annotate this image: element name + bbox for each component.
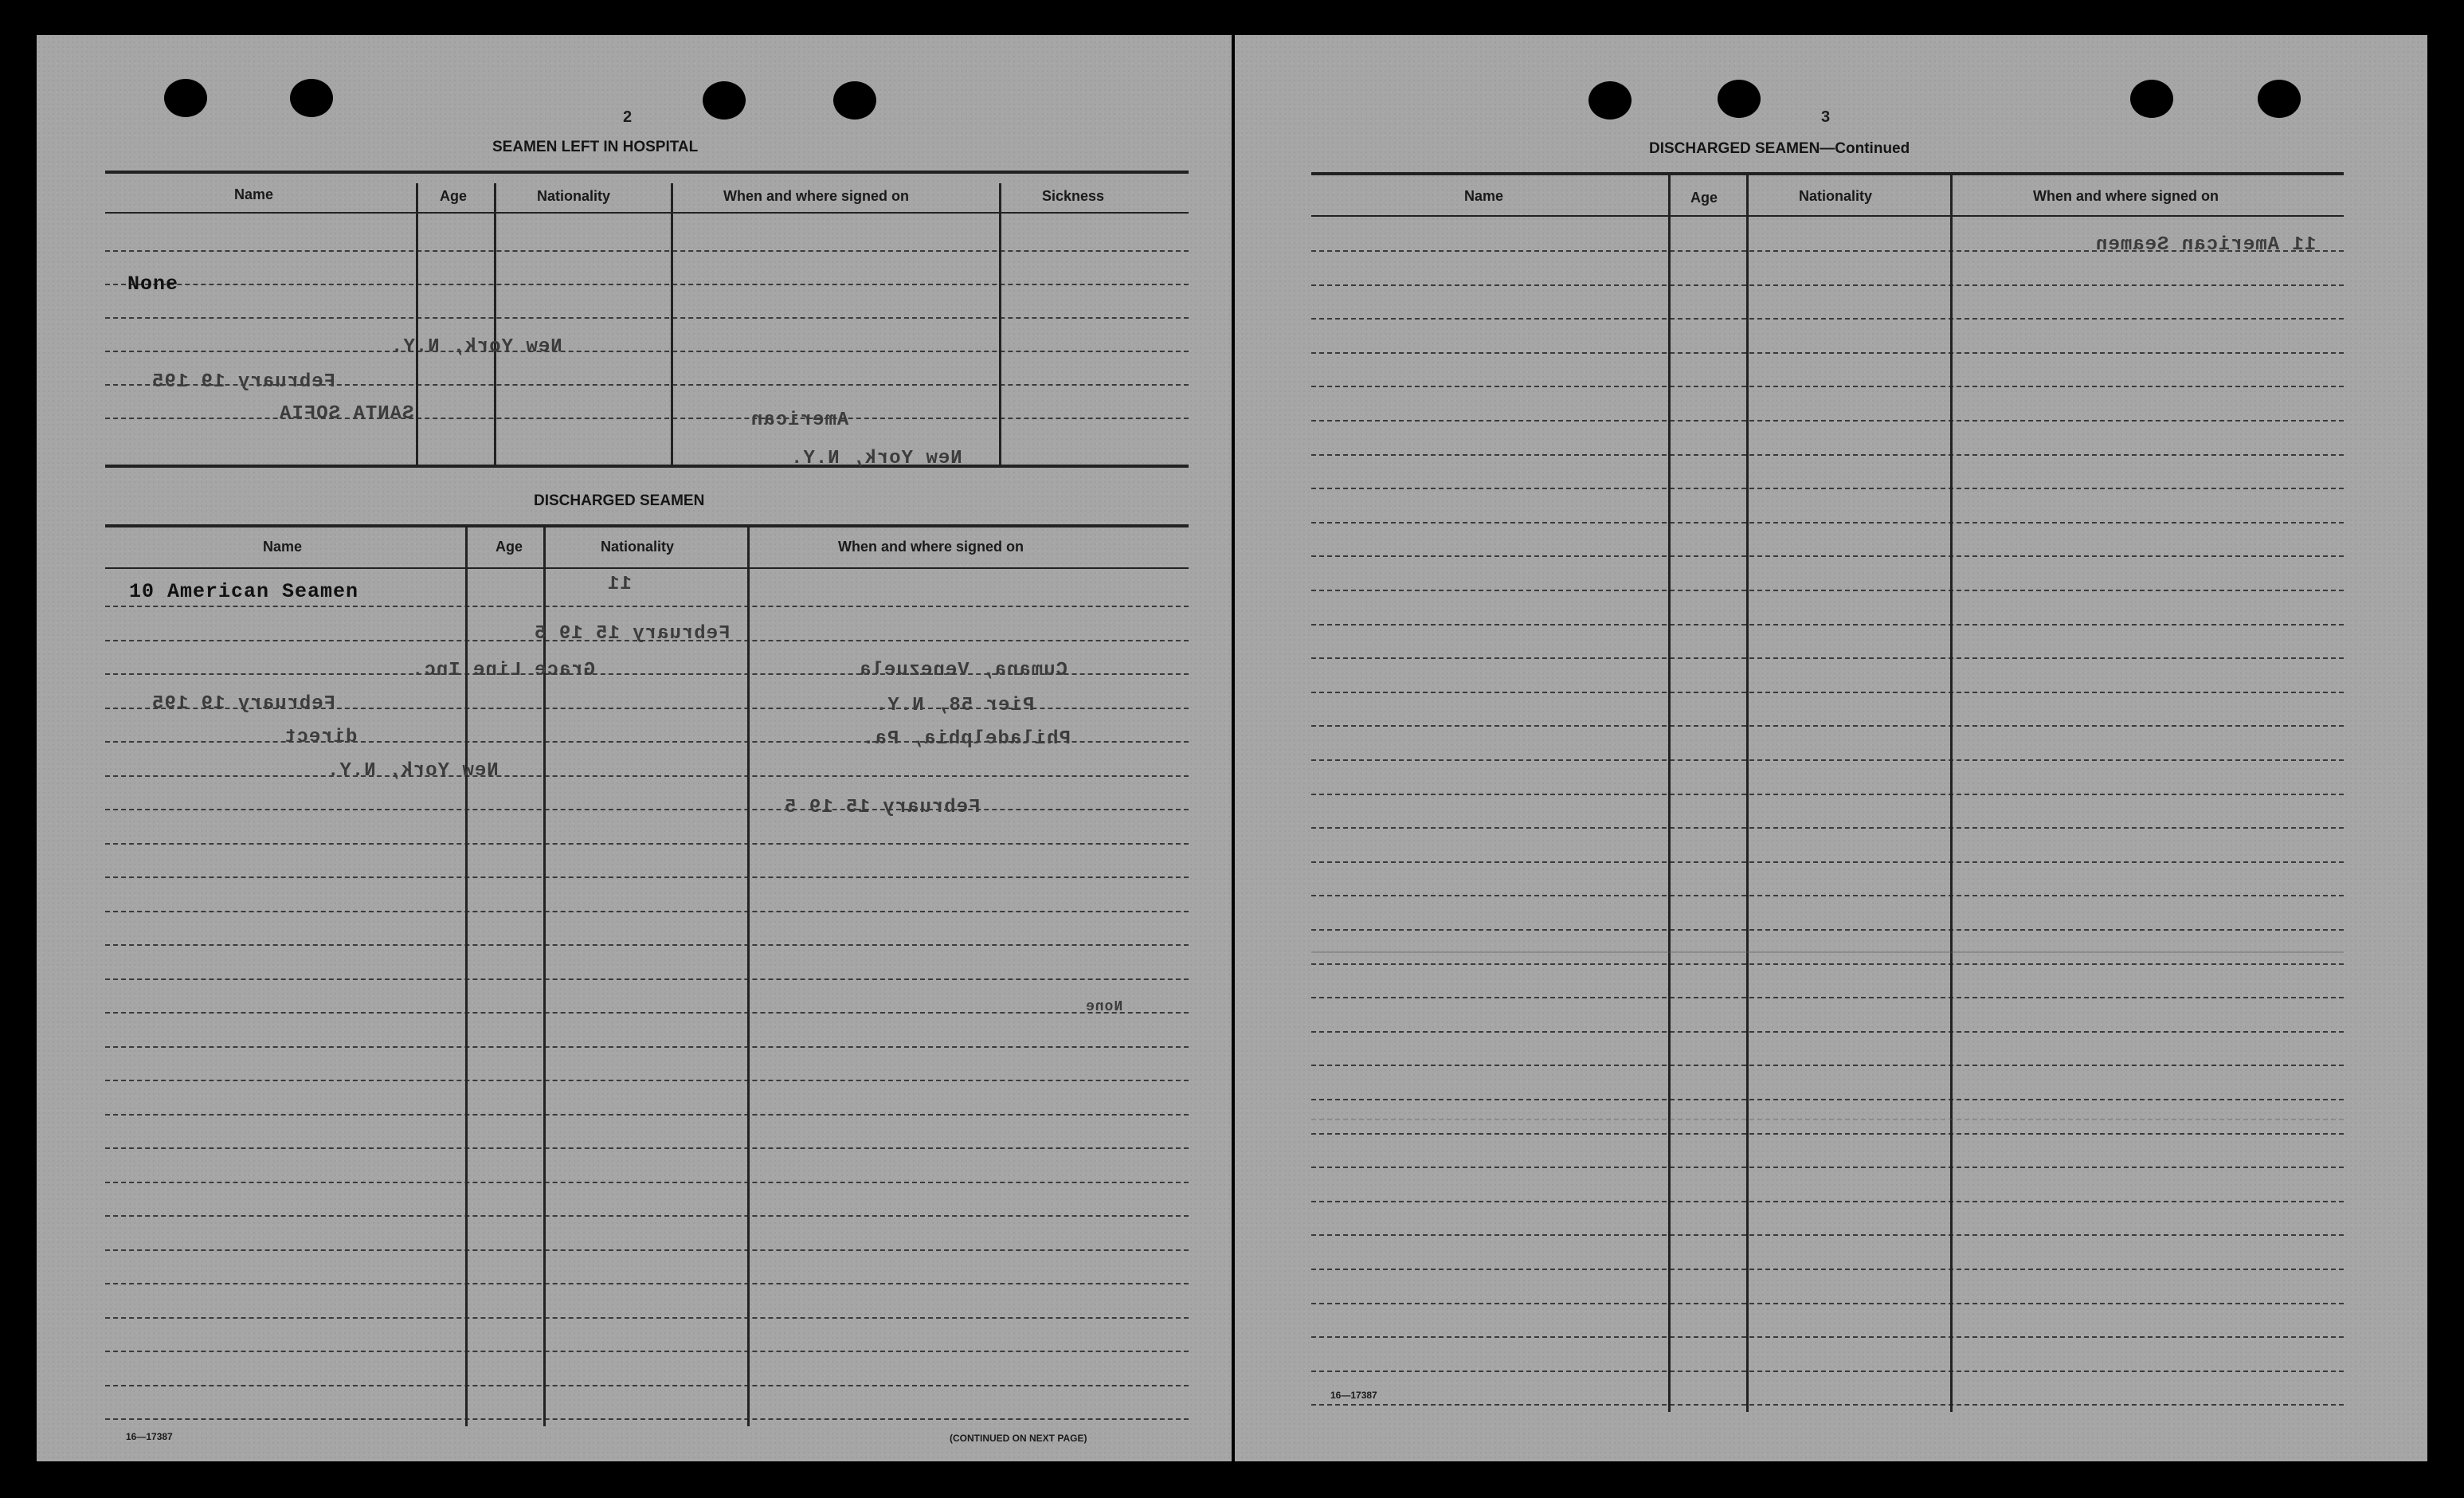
ruled-line (105, 843, 1189, 845)
ruled-line (1311, 1099, 2344, 1100)
hospital-divider (671, 183, 673, 467)
page-number: 2 (623, 108, 633, 126)
discharged-col-signed-on: When and where signed on (838, 539, 1024, 555)
ruled-line (105, 1182, 1189, 1183)
offset-mark: Pier 58, N.Y. (875, 695, 1035, 716)
ruled-line (1311, 522, 2344, 524)
punch-hole (2258, 80, 2301, 118)
ruled-line (1311, 284, 2344, 286)
ruled-line (105, 911, 1189, 912)
punch-hole (1588, 81, 1632, 120)
continued-top-rule (1311, 172, 2344, 175)
ruled-line (105, 876, 1189, 878)
hospital-divider (999, 183, 1001, 467)
ruled-line (105, 250, 1189, 252)
form-number: 16—17387 (126, 1431, 173, 1442)
discharged-header-rule (105, 567, 1189, 569)
punch-hole (833, 81, 876, 120)
offset-mark: New York, N.Y. (790, 448, 962, 469)
left-page (37, 35, 1232, 1461)
offset-mark: February 19 195 (151, 371, 336, 393)
right-page (1235, 35, 2427, 1461)
ruled-line (1311, 454, 2344, 456)
punch-hole (2130, 80, 2173, 118)
page-number: 3 (1821, 108, 1831, 126)
offset-mark: Philadelphia, Pa. (862, 728, 1071, 750)
offset-mark: 11 (607, 574, 632, 595)
ruled-line (1311, 827, 2344, 829)
ruled-line (1311, 725, 2344, 727)
hospital-bottom-rule (105, 465, 1189, 468)
ruled-line (105, 418, 1189, 419)
hospital-col-age: Age (440, 188, 468, 204)
ruled-line (1311, 352, 2344, 354)
ruled-line (105, 1249, 1189, 1251)
show-through-block (1311, 1119, 2344, 1423)
hospital-section-title: SEAMEN LEFT IN HOSPITAL (492, 139, 699, 155)
offset-mark: New York, N.Y. (327, 760, 499, 782)
discharged-continued-title: DISCHARGED SEAMEN—Continued (1649, 140, 1910, 157)
ruled-line (105, 1283, 1189, 1284)
ruled-line (105, 284, 1189, 285)
offset-mark: American (750, 410, 849, 431)
ruled-line (105, 809, 1189, 810)
ruled-line (1311, 794, 2344, 795)
hospital-col-nationality: Nationality (537, 188, 611, 204)
continued-col-signed-on: When and where signed on (2033, 188, 2219, 204)
ruled-line (1311, 318, 2344, 320)
ruled-line (1311, 555, 2344, 557)
offset-mark: direct (284, 727, 358, 748)
discharged-divider (747, 524, 750, 1426)
ruled-line (105, 1147, 1189, 1149)
hospital-entry: None (127, 273, 179, 296)
ruled-line (105, 1114, 1189, 1116)
ruled-line (1311, 488, 2344, 489)
continued-col-name: Name (1464, 188, 1504, 204)
ruled-line (1311, 895, 2344, 896)
continued-note: (CONTINUED ON NEXT PAGE) (950, 1433, 1087, 1444)
punch-hole (290, 79, 333, 117)
ruled-line (1311, 1065, 2344, 1066)
ruled-line (1311, 386, 2344, 387)
discharged-entry: 10 American Seamen (129, 580, 359, 603)
offset-mark: Grace Line Inc. (411, 660, 596, 681)
ruled-line (105, 944, 1189, 946)
ruled-line (1311, 861, 2344, 863)
hospital-divider (494, 183, 496, 467)
offset-mark: February 15 19 5 (534, 623, 731, 645)
punch-hole (703, 81, 746, 120)
ruled-line (105, 1351, 1189, 1352)
ruled-line (1311, 420, 2344, 422)
ruled-line (105, 1012, 1189, 1014)
ruled-line (1311, 657, 2344, 659)
offset-mark: February 19 195 (151, 693, 336, 715)
ruled-line (105, 606, 1189, 607)
hospital-col-name: Name (234, 186, 274, 202)
offset-mark: SANTA SOFIA (279, 403, 414, 425)
show-through-block (1311, 951, 2344, 1025)
ruled-line (1311, 759, 2344, 761)
discharged-col-nationality: Nationality (601, 539, 675, 555)
hospital-col-sickness: Sickness (1042, 188, 1105, 204)
form-number: 16—17387 (1330, 1390, 1377, 1401)
ruled-line (1311, 590, 2344, 591)
ruled-line (105, 775, 1189, 777)
continued-header-rule (1311, 215, 2344, 217)
ruled-line (105, 1080, 1189, 1081)
ruled-line (1311, 692, 2344, 693)
hospital-divider (416, 183, 418, 467)
ruled-line (105, 1046, 1189, 1048)
ruled-line (105, 1215, 1189, 1217)
discharged-section-title: DISCHARGED SEAMEN (534, 492, 705, 509)
offset-mark: Cumana, Venezuela (859, 660, 1067, 681)
ruled-line (105, 317, 1189, 319)
punch-hole (1718, 80, 1761, 118)
offset-mark: New York, N.Y. (390, 336, 562, 358)
continued-col-age: Age (1690, 190, 1718, 206)
offset-mark: February 15 19 5 (784, 797, 981, 818)
ruled-line (105, 1418, 1189, 1420)
ruled-line (105, 1317, 1189, 1319)
ruled-line (105, 351, 1189, 352)
punch-hole (164, 79, 207, 117)
discharged-top-rule (105, 524, 1189, 527)
hospital-header-rule (105, 212, 1189, 214)
continued-col-nationality: Nationality (1799, 188, 1873, 204)
ruled-line (1311, 929, 2344, 931)
hospital-col-signed-on: When and where signed on (723, 188, 910, 204)
offset-mark: None (1085, 999, 1123, 1015)
offset-entry: 11 American Seamen (2095, 234, 2317, 256)
discharged-col-age: Age (496, 539, 523, 555)
ruled-line (105, 1385, 1189, 1386)
hospital-top-rule (105, 171, 1189, 174)
discharged-col-name: Name (263, 539, 303, 555)
ruled-line (1311, 624, 2344, 625)
ruled-line (1311, 1031, 2344, 1033)
ruled-line (105, 978, 1189, 980)
